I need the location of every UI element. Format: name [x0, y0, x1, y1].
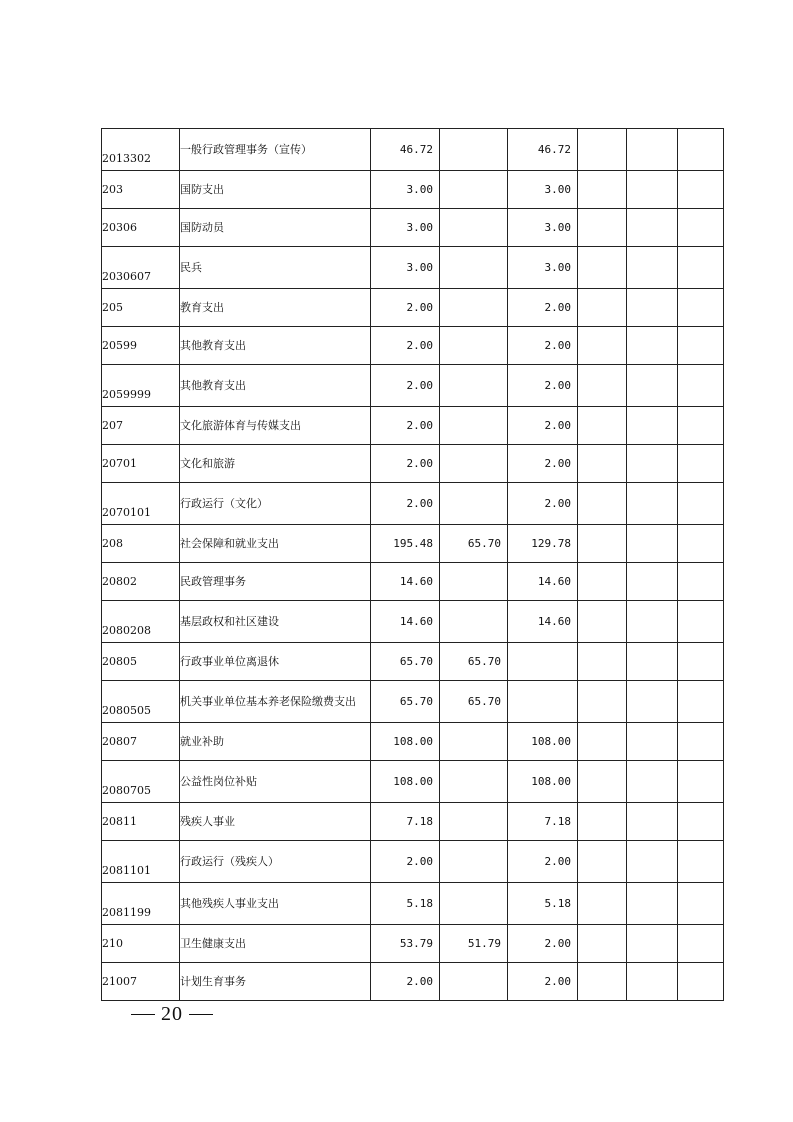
empty-cell	[627, 883, 678, 925]
empty-cell	[627, 407, 678, 445]
basic-expenditure-cell	[440, 723, 508, 761]
empty-cell	[578, 407, 627, 445]
subject-name-cell: 其他教育支出	[180, 327, 371, 365]
subject-name-cell: 一般行政管理事务（宣传）	[180, 129, 371, 171]
subject-code-cell: 2080505	[102, 681, 180, 723]
subject-name-cell: 残疾人事业	[180, 803, 371, 841]
subject-name-cell: 民兵	[180, 247, 371, 289]
basic-expenditure-cell	[440, 563, 508, 601]
page-number	[125, 1003, 219, 1026]
project-expenditure-cell: 2.00	[508, 483, 578, 525]
empty-cell	[627, 445, 678, 483]
subject-code-cell: 2081101	[102, 841, 180, 883]
project-expenditure-cell: 2.00	[508, 407, 578, 445]
table-row	[102, 483, 724, 525]
subject-code-cell: 207	[102, 407, 180, 445]
table-row	[102, 525, 724, 563]
project-expenditure-cell: 7.18	[508, 803, 578, 841]
subject-name-cell: 国防动员	[180, 209, 371, 247]
basic-expenditure-cell: 65.70	[440, 643, 508, 681]
project-expenditure-cell: 5.18	[508, 883, 578, 925]
empty-cell	[627, 365, 678, 407]
empty-cell	[627, 963, 678, 1001]
table-row	[102, 925, 724, 963]
empty-cell	[578, 601, 627, 643]
project-expenditure-cell: 2.00	[508, 327, 578, 365]
subject-name-cell: 社会保障和就业支出	[180, 525, 371, 563]
total-amount-cell: 3.00	[371, 171, 440, 209]
subject-code-cell: 20306	[102, 209, 180, 247]
empty-cell	[627, 563, 678, 601]
table-row	[102, 681, 724, 723]
basic-expenditure-cell	[440, 209, 508, 247]
total-amount-cell: 2.00	[371, 445, 440, 483]
table-row	[102, 365, 724, 407]
subject-name-cell: 民政管理事务	[180, 563, 371, 601]
total-amount-cell: 2.00	[371, 289, 440, 327]
basic-expenditure-cell	[440, 963, 508, 1001]
page-number-value: 20	[161, 1003, 183, 1025]
empty-cell	[678, 445, 724, 483]
empty-cell	[578, 643, 627, 681]
empty-cell	[627, 643, 678, 681]
empty-cell	[578, 841, 627, 883]
empty-cell	[627, 289, 678, 327]
empty-cell	[627, 247, 678, 289]
basic-expenditure-cell: 65.70	[440, 681, 508, 723]
empty-cell	[678, 841, 724, 883]
table-row	[102, 761, 724, 803]
project-expenditure-cell: 2.00	[508, 365, 578, 407]
basic-expenditure-cell	[440, 171, 508, 209]
table-row	[102, 407, 724, 445]
empty-cell	[627, 601, 678, 643]
subject-code-cell: 20701	[102, 445, 180, 483]
project-expenditure-cell: 2.00	[508, 445, 578, 483]
table-row	[102, 209, 724, 247]
empty-cell	[578, 563, 627, 601]
basic-expenditure-cell	[440, 601, 508, 643]
subject-name-cell: 其他残疾人事业支出	[180, 883, 371, 925]
basic-expenditure-cell	[440, 483, 508, 525]
subject-name-cell: 计划生育事务	[180, 963, 371, 1001]
empty-cell	[578, 723, 627, 761]
empty-cell	[578, 883, 627, 925]
empty-cell	[627, 327, 678, 365]
subject-code-cell: 2030607	[102, 247, 180, 289]
project-expenditure-cell: 14.60	[508, 563, 578, 601]
project-expenditure-cell	[508, 643, 578, 681]
empty-cell	[678, 563, 724, 601]
subject-name-cell: 文化旅游体育与传媒支出	[180, 407, 371, 445]
subject-name-cell: 国防支出	[180, 171, 371, 209]
subject-code-cell: 2013302	[102, 129, 180, 171]
total-amount-cell: 2.00	[371, 841, 440, 883]
total-amount-cell: 14.60	[371, 601, 440, 643]
subject-name-cell: 其他教育支出	[180, 365, 371, 407]
subject-code-cell: 20811	[102, 803, 180, 841]
empty-cell	[627, 483, 678, 525]
subject-name-cell: 行政运行（残疾人）	[180, 841, 371, 883]
empty-cell	[678, 289, 724, 327]
table-row	[102, 445, 724, 483]
project-expenditure-cell: 14.60	[508, 601, 578, 643]
empty-cell	[678, 643, 724, 681]
project-expenditure-cell: 108.00	[508, 723, 578, 761]
basic-expenditure-cell	[440, 289, 508, 327]
table-row	[102, 841, 724, 883]
empty-cell	[678, 327, 724, 365]
empty-cell	[678, 681, 724, 723]
table-row	[102, 327, 724, 365]
subject-code-cell: 20599	[102, 327, 180, 365]
empty-cell	[678, 365, 724, 407]
table-row	[102, 289, 724, 327]
total-amount-cell: 65.70	[371, 681, 440, 723]
project-expenditure-cell: 129.78	[508, 525, 578, 563]
subject-code-cell: 20802	[102, 563, 180, 601]
subject-name-cell: 行政事业单位离退休	[180, 643, 371, 681]
table-row	[102, 247, 724, 289]
subject-name-cell: 教育支出	[180, 289, 371, 327]
empty-cell	[578, 171, 627, 209]
total-amount-cell: 108.00	[371, 723, 440, 761]
budget-expenditure-table	[101, 128, 724, 1001]
subject-code-cell: 2070101	[102, 483, 180, 525]
table-row	[102, 601, 724, 643]
empty-cell	[578, 803, 627, 841]
table-row	[102, 643, 724, 681]
total-amount-cell: 65.70	[371, 643, 440, 681]
empty-cell	[678, 483, 724, 525]
project-expenditure-cell: 2.00	[508, 963, 578, 1001]
empty-cell	[627, 129, 678, 171]
total-amount-cell: 2.00	[371, 407, 440, 445]
project-expenditure-cell: 3.00	[508, 209, 578, 247]
basic-expenditure-cell	[440, 365, 508, 407]
project-expenditure-cell: 2.00	[508, 289, 578, 327]
total-amount-cell: 2.00	[371, 327, 440, 365]
empty-cell	[678, 883, 724, 925]
table-row	[102, 963, 724, 1001]
total-amount-cell: 3.00	[371, 247, 440, 289]
subject-code-cell: 210	[102, 925, 180, 963]
empty-cell	[578, 963, 627, 1001]
subject-name-cell: 机关事业单位基本养老保险缴费支出	[180, 681, 371, 723]
basic-expenditure-cell	[440, 129, 508, 171]
basic-expenditure-cell: 51.79	[440, 925, 508, 963]
total-amount-cell: 2.00	[371, 483, 440, 525]
basic-expenditure-cell	[440, 883, 508, 925]
basic-expenditure-cell	[440, 327, 508, 365]
table-row	[102, 129, 724, 171]
empty-cell	[578, 681, 627, 723]
empty-cell	[678, 407, 724, 445]
subject-name-cell: 文化和旅游	[180, 445, 371, 483]
project-expenditure-cell: 46.72	[508, 129, 578, 171]
empty-cell	[678, 803, 724, 841]
table-body	[102, 129, 724, 1001]
empty-cell	[678, 525, 724, 563]
empty-cell	[627, 803, 678, 841]
total-amount-cell: 195.48	[371, 525, 440, 563]
empty-cell	[678, 129, 724, 171]
total-amount-cell: 46.72	[371, 129, 440, 171]
project-expenditure-cell	[508, 681, 578, 723]
table-row	[102, 171, 724, 209]
total-amount-cell: 108.00	[371, 761, 440, 803]
subject-code-cell: 20805	[102, 643, 180, 681]
total-amount-cell: 3.00	[371, 209, 440, 247]
empty-cell	[627, 209, 678, 247]
empty-cell	[678, 601, 724, 643]
subject-name-cell: 卫生健康支出	[180, 925, 371, 963]
empty-cell	[578, 327, 627, 365]
empty-cell	[578, 289, 627, 327]
subject-code-cell: 2080705	[102, 761, 180, 803]
subject-code-cell: 205	[102, 289, 180, 327]
total-amount-cell: 2.00	[371, 365, 440, 407]
subject-code-cell: 208	[102, 525, 180, 563]
project-expenditure-cell: 3.00	[508, 171, 578, 209]
table-row	[102, 563, 724, 601]
project-expenditure-cell: 3.00	[508, 247, 578, 289]
empty-cell	[678, 963, 724, 1001]
table-row	[102, 803, 724, 841]
empty-cell	[627, 171, 678, 209]
empty-cell	[578, 209, 627, 247]
empty-cell	[678, 925, 724, 963]
empty-cell	[678, 761, 724, 803]
total-amount-cell: 2.00	[371, 963, 440, 1001]
total-amount-cell: 5.18	[371, 883, 440, 925]
project-expenditure-cell: 2.00	[508, 841, 578, 883]
empty-cell	[578, 761, 627, 803]
basic-expenditure-cell	[440, 761, 508, 803]
empty-cell	[627, 761, 678, 803]
subject-code-cell: 2081199	[102, 883, 180, 925]
subject-code-cell: 2080208	[102, 601, 180, 643]
table-row	[102, 883, 724, 925]
empty-cell	[578, 525, 627, 563]
empty-cell	[678, 723, 724, 761]
basic-expenditure-cell	[440, 445, 508, 483]
project-expenditure-cell: 108.00	[508, 761, 578, 803]
subject-name-cell: 行政运行（文化）	[180, 483, 371, 525]
empty-cell	[627, 723, 678, 761]
subject-name-cell: 基层政权和社区建设	[180, 601, 371, 643]
empty-cell	[627, 681, 678, 723]
project-expenditure-cell: 2.00	[508, 925, 578, 963]
empty-cell	[578, 925, 627, 963]
subject-code-cell: 2059999	[102, 365, 180, 407]
empty-cell	[578, 483, 627, 525]
empty-cell	[678, 209, 724, 247]
empty-cell	[578, 247, 627, 289]
table-row	[102, 723, 724, 761]
empty-cell	[678, 247, 724, 289]
empty-cell	[678, 171, 724, 209]
basic-expenditure-cell	[440, 841, 508, 883]
total-amount-cell: 14.60	[371, 563, 440, 601]
basic-expenditure-cell	[440, 407, 508, 445]
empty-cell	[627, 925, 678, 963]
empty-cell	[627, 841, 678, 883]
basic-expenditure-cell	[440, 803, 508, 841]
empty-cell	[578, 365, 627, 407]
page-dash-left	[131, 1014, 155, 1015]
subject-name-cell: 就业补助	[180, 723, 371, 761]
subject-name-cell: 公益性岗位补贴	[180, 761, 371, 803]
subject-code-cell: 21007	[102, 963, 180, 1001]
empty-cell	[578, 445, 627, 483]
page-dash-right	[189, 1014, 213, 1015]
empty-cell	[578, 129, 627, 171]
total-amount-cell: 53.79	[371, 925, 440, 963]
basic-expenditure-cell	[440, 247, 508, 289]
subject-code-cell: 203	[102, 171, 180, 209]
subject-code-cell: 20807	[102, 723, 180, 761]
total-amount-cell: 7.18	[371, 803, 440, 841]
basic-expenditure-cell: 65.70	[440, 525, 508, 563]
empty-cell	[627, 525, 678, 563]
